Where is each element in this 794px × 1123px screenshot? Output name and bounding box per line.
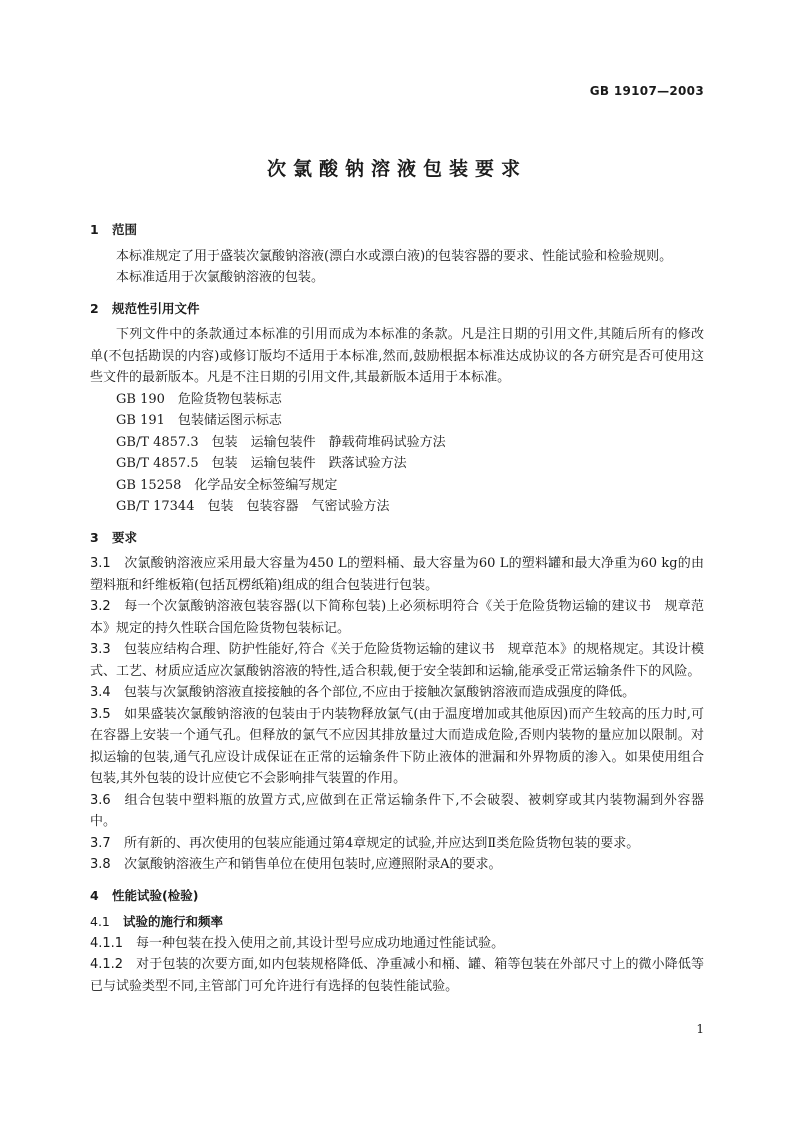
- clause: [90, 790, 704, 833]
- reference-item: GB/T 4857.5 包装 运输包装件 跌落试验方法: [116, 456, 407, 471]
- clause: [90, 933, 704, 955]
- subsection-title: 试验的施行和频率: [123, 914, 224, 929]
- subsection-4-1-heading: [90, 911, 704, 933]
- document-body: [90, 210, 704, 997]
- clause-text: 次氯酸钠溶液生产和销售单位在使用包装时,应遵照附录A的要求。: [124, 857, 502, 872]
- clause-number: 3.8: [90, 857, 111, 872]
- section-number: 2: [90, 300, 99, 316]
- section-title: 范围: [112, 222, 138, 237]
- clause-text: 如果盛装次氯酸钠溶液的包装由于内装物释放氯气(由于温度增加或其他原因)而产生较高的压力时,可在容器上安装一个通气孔。但释放的氯气不应因其排放量过大而造成危险,否则内装物的量应加以限制。对拟运输的包装,通气孔应设计成保证在正常的运输条件下防止液体的泄漏和外界物质的渗入。如果使用组合包装,其外包装的设计应使它不会影响排气装置的作用。: [90, 706, 704, 786]
- clause-number: 3.6: [90, 792, 111, 808]
- clause-text: 对于包装的次要方面,如内包装规格降低、净重减小和桶、罐、箱等包装在外部尺寸上的微小降低等已与试验类型不同,主管部门可允许进行有选择的包装性能试验。: [90, 957, 704, 994]
- clause-text: 每一个次氯酸钠溶液包装容器(以下简称包装)上必须标明符合《关于危险货物运输的建议书 规章范本》规定的持久性联合国危险货物包装标记。: [90, 599, 704, 636]
- reference-item: GB 15258 化学品安全标签编写规定: [116, 477, 338, 493]
- clause: [90, 854, 704, 876]
- section-title: 规范性引用文件: [112, 300, 200, 316]
- section-1-heading: [90, 219, 704, 241]
- clause-number: 3.2: [90, 599, 111, 614]
- section-number: 1: [90, 222, 99, 237]
- clause: [90, 639, 704, 682]
- clause-number: 4.1.1: [90, 935, 124, 951]
- reference-item: GB/T 17344 包装 包装容器 气密试验方法: [116, 499, 390, 514]
- clause-text: 组合包装中塑料瓶的放置方式,应做到在正常运输条件下,不会破裂、被刺穿或其内装物漏到外容器中。: [90, 792, 704, 829]
- clause-number: 3.5: [90, 706, 111, 722]
- document-title: 次氯酸钠溶液包装要求: [266, 158, 527, 180]
- clause-number: 3.4: [90, 685, 111, 700]
- clause-number: 4.1.2: [90, 957, 124, 972]
- section-number: 4: [90, 887, 99, 903]
- section-4-heading: [90, 885, 704, 907]
- clause-text: 包装与次氯酸钠溶液直接接触的各个部位,不应由于接触次氯酸钠溶液而造成强度的降低。: [124, 685, 636, 700]
- clause-text: 包装应结构合理、防护性能好,符合《关于危险货物运输的建议书 规章范本》的规格规定。其设计模式、工艺、材质应适应次氯酸钠溶液的特性,适合积载,便于安全装卸和运输,能承受正常运输条件下的风险。: [90, 642, 704, 679]
- clause: [90, 553, 704, 596]
- section-3-heading: [90, 527, 704, 549]
- paragraph: 本标准规定了用于盛装次氯酸钠溶液(漂白水或漂白液)的包装容器的要求、性能试验和检验规则。: [116, 248, 673, 264]
- clause: [90, 704, 704, 790]
- section-number: 3: [90, 529, 99, 545]
- clause: [90, 682, 704, 704]
- clause-text: 次氯酸钠溶液应采用最大容量为450 L的塑料桶、最大容量为60 L的塑料罐和最大净重为60 kg的由塑料瓶和纤维板箱(包括瓦楞纸箱)组成的组合包装进行包装。: [90, 556, 704, 593]
- clause-text: 所有新的、再次使用的包装应能通过第4章规定的试验,并应达到Ⅱ类危险货物包装的要求。: [124, 835, 640, 851]
- clause-number: 3.7: [90, 835, 111, 851]
- standard-number: GB 19107—2003: [589, 84, 704, 98]
- section-title: 要求: [112, 529, 138, 545]
- reference-item: GB 191 包装储运图示标志: [116, 413, 282, 428]
- paragraph: 本标准适用于次氯酸钠溶液的包装。: [116, 270, 325, 285]
- clause: [90, 596, 704, 639]
- paragraph: 下列文件中的条款通过本标准的引用而成为本标准的条款。凡是注日期的引用文件,其随后所有的修改单(不包括勘误的内容)或修订版均不适用于本标准,然而,鼓励根据本标准达成协议的各方研究是否可使用这些文件的最新版本。凡是不注日期的引用文件,其最新版本适用于本标准。: [90, 327, 704, 385]
- reference-item: GB 190 危险货物包装标志: [116, 391, 282, 407]
- section-title: 性能试验(检验): [112, 887, 199, 903]
- clause: [90, 833, 704, 855]
- subsection-number: 4.1: [90, 914, 110, 929]
- clause-text: 每一种包装在投入使用之前,其设计型号应成功地通过性能试验。: [136, 935, 505, 951]
- clause-number: 3.1: [90, 556, 111, 571]
- page-number: 1: [696, 1022, 704, 1036]
- section-2-heading: [90, 298, 704, 320]
- clause-number: 3.3: [90, 642, 111, 657]
- reference-item: GB/T 4857.3 包装 运输包装件 静载荷堆码试验方法: [116, 434, 446, 450]
- clause: [90, 954, 704, 997]
